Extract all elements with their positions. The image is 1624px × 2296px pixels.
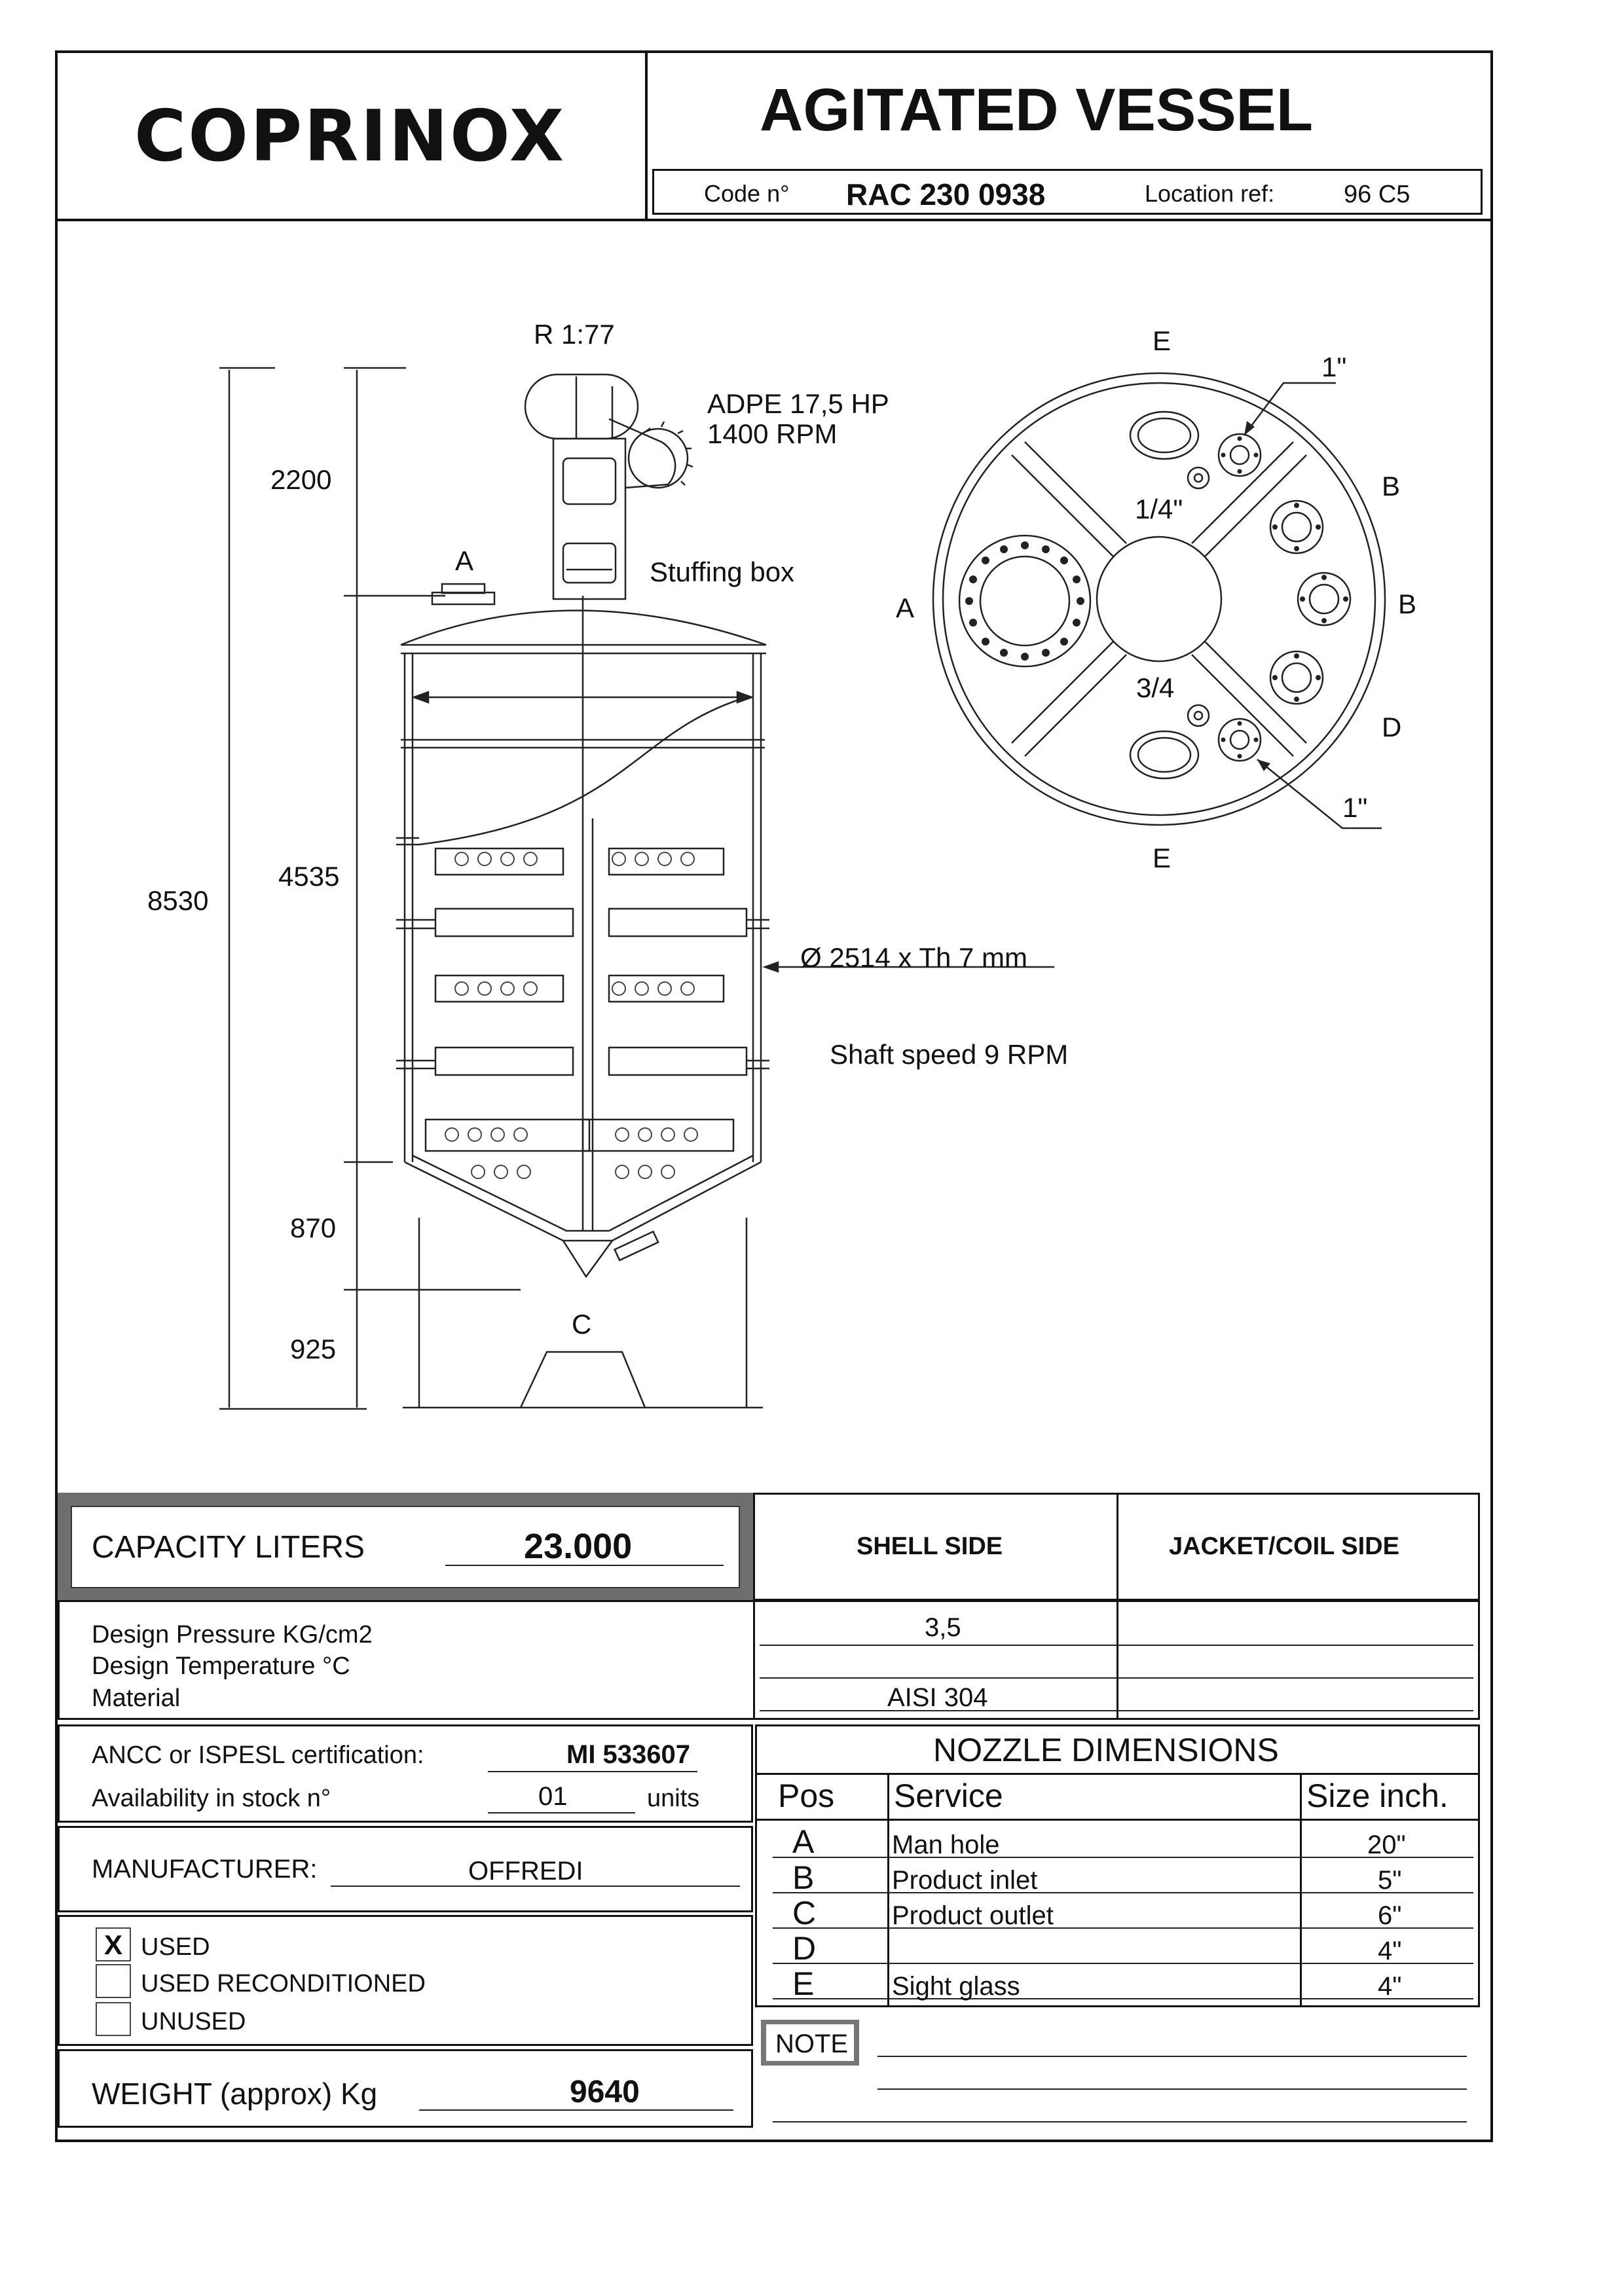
stuffing-box-label: Stuffing box xyxy=(650,556,795,587)
nozzle-title-rule xyxy=(757,1773,1478,1775)
note-line-2 xyxy=(877,2088,1467,2090)
nozzle-row-a-service: Man hole xyxy=(892,1831,1000,1859)
nozzle-header-pos: Pos xyxy=(778,1777,835,1814)
note-line-1 xyxy=(877,2056,1467,2057)
weight-value: 9640 xyxy=(570,2075,640,2109)
used-label: USED xyxy=(141,1933,210,1961)
weight-line xyxy=(419,2109,733,2111)
jacket-side-header: JACKET/COIL SIDE xyxy=(1169,1533,1399,1560)
design-row-line-1 xyxy=(760,1645,1473,1646)
design-temperature-label: Design Temperature °C xyxy=(92,1652,350,1680)
location-label: Location ref: xyxy=(1145,180,1275,207)
design-row-line-3 xyxy=(760,1710,1473,1711)
reconditioned-label: USED RECONDITIONED xyxy=(141,1970,426,1997)
motor-speed: 1400 RPM xyxy=(707,418,838,449)
capacity-label: CAPACITY LITERS xyxy=(92,1530,365,1565)
nozzle-header-size: Size inch. xyxy=(1306,1777,1449,1814)
stock-line xyxy=(488,1812,635,1813)
certification-line xyxy=(488,1771,697,1772)
note-line-3 xyxy=(773,2121,1467,2123)
nozzle-row-b-service: Product inlet xyxy=(892,1866,1038,1895)
nozzle-row-c-pos: C xyxy=(792,1895,817,1931)
topview-b2: B xyxy=(1398,589,1417,619)
unused-label: UNUSED xyxy=(141,2008,246,2035)
certification-value: MI 533607 xyxy=(566,1740,691,1769)
stock-unit: units xyxy=(647,1785,700,1812)
company-logo: COPRINOX xyxy=(134,96,566,177)
reconditioned-checkbox[interactable] xyxy=(96,1964,131,1998)
unused-checkbox[interactable] xyxy=(96,2002,131,2036)
design-row-line-2 xyxy=(760,1677,1473,1679)
shaft-speed-label: Shaft speed 9 RPM xyxy=(830,1039,1069,1070)
nozzle-row-e-service: Sight glass xyxy=(892,1972,1020,2001)
dim-leg-height: 925 xyxy=(290,1334,337,1364)
nozzle-table-title: NOZZLE DIMENSIONS xyxy=(933,1732,1279,1768)
nozzle-row-a-size: 20" xyxy=(1367,1831,1406,1859)
nozzle-row-a-pos: A xyxy=(792,1823,815,1860)
diameter-label: Ø 2514 x Th 7 mm xyxy=(800,942,1028,973)
code-value: RAC 230 0938 xyxy=(846,177,1046,211)
used-checkbox[interactable]: X xyxy=(96,1927,131,1961)
topview-a: A xyxy=(896,592,915,623)
certification-label: ANCC or ISPESL certification: xyxy=(92,1741,424,1769)
page-title: AGITATED VESSEL xyxy=(760,77,1314,143)
nozzle-row-d-pos: D xyxy=(792,1930,817,1967)
design-pressure-label: Design Pressure KG/cm2 xyxy=(92,1621,373,1649)
topview-d: D xyxy=(1382,712,1402,742)
topview-size-three-quarter: 3/4 xyxy=(1136,672,1175,703)
manufacturer-line xyxy=(331,1886,740,1887)
design-divider xyxy=(753,1600,755,1720)
nozzle-col-rule-1 xyxy=(887,1773,889,2007)
capacity-value: 23.000 xyxy=(524,1527,633,1566)
nozzle-row-rule-5 xyxy=(773,1998,1473,1999)
topview-size-1-bottom: 1" xyxy=(1342,792,1368,823)
shell-material-value: AISI 304 xyxy=(887,1683,988,1712)
location-value: 96 C5 xyxy=(1344,181,1411,208)
manufacturer-value: OFFREDI xyxy=(468,1857,583,1886)
nozzle-row-b-size: 5" xyxy=(1378,1866,1402,1895)
topview-e-top: E xyxy=(1153,325,1172,356)
shell-pressure-value: 3,5 xyxy=(925,1613,961,1642)
dim-top-height: 2200 xyxy=(270,464,332,495)
material-label: Material xyxy=(92,1685,181,1712)
nozzle-row-rule-2 xyxy=(773,1892,1473,1893)
scale-ratio: R 1:77 xyxy=(534,319,615,350)
topview-size-quarter: 1/4" xyxy=(1135,494,1183,524)
topview-b1: B xyxy=(1382,471,1401,501)
nozzle-header-rule xyxy=(757,1819,1478,1821)
weight-label: WEIGHT (approx) Kg xyxy=(92,2077,378,2111)
nozzle-row-rule-4 xyxy=(773,1963,1473,1964)
topview-e-bottom: E xyxy=(1153,843,1172,873)
nozzle-row-c-service: Product outlet xyxy=(892,1901,1054,1930)
stock-value: 01 xyxy=(538,1782,568,1811)
nozzle-a-side-label: A xyxy=(455,545,474,576)
stock-label: Availability in stock n° xyxy=(92,1785,331,1812)
nozzle-row-e-size: 4" xyxy=(1378,1972,1402,2001)
nozzle-header-service: Service xyxy=(894,1777,1003,1814)
nozzle-row-d-size: 4" xyxy=(1378,1937,1402,1965)
shell-side-header: SHELL SIDE xyxy=(857,1533,1003,1560)
nozzle-row-b-pos: B xyxy=(792,1859,815,1896)
code-label: Code n° xyxy=(704,180,790,207)
nozzle-row-rule-3 xyxy=(773,1927,1473,1929)
note-label: NOTE xyxy=(775,2030,849,2058)
nozzle-row-e-pos: E xyxy=(792,1965,815,2002)
manufacturer-label: MANUFACTURER: xyxy=(92,1855,318,1884)
topview-size-1-top: 1" xyxy=(1321,352,1347,382)
dim-body-height: 4535 xyxy=(278,861,340,892)
nozzle-row-c-size: 6" xyxy=(1378,1901,1402,1930)
dim-total-height: 8530 xyxy=(147,885,209,916)
dim-cone-height: 870 xyxy=(290,1212,337,1243)
motor-power: ADPE 17,5 HP xyxy=(707,388,889,419)
nozzle-col-rule-2 xyxy=(1300,1773,1302,2007)
nozzle-c-side-label: C xyxy=(572,1309,592,1339)
